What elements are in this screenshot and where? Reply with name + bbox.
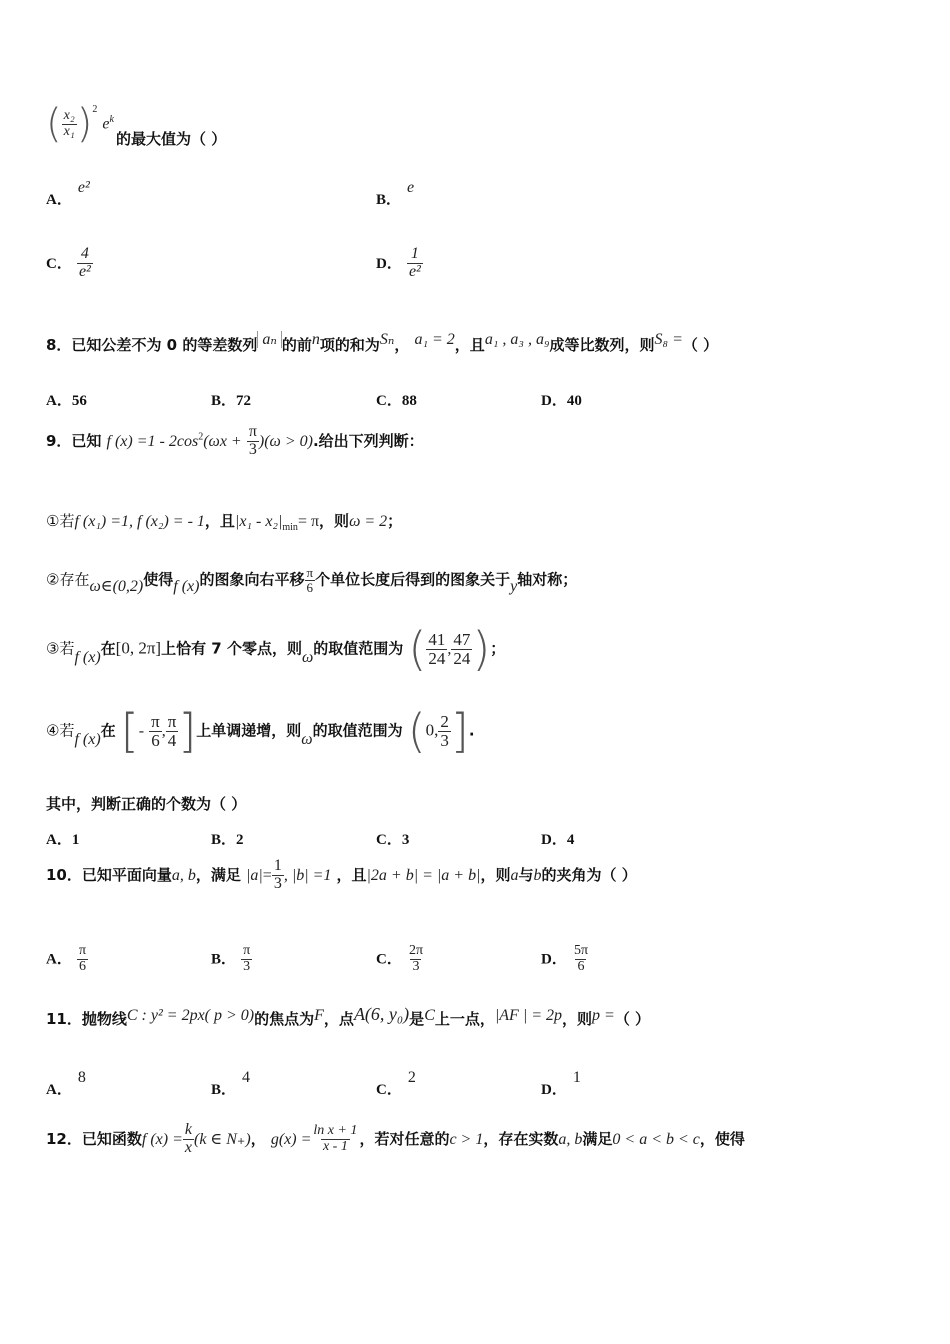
q10-stem: 10．已知平面向量a, b，满足 |a|= $\frac{1}{3}$ , |b| =1 ，且|2a + b| = |a + b|，则a与b的夹角为（ ） xyxy=(46,857,637,892)
q10-option-a[interactable]: A． $\frac{\pi}{6}$ xyxy=(46,943,87,974)
q7-option-a[interactable]: A．e² xyxy=(46,179,90,208)
q10-option-c[interactable]: C． $\frac{2\pi}{3}$ xyxy=(376,943,424,974)
q9-statement-4: ④若f (x)在 [- $\frac{\pi}{6}$ , $\frac{\pi}{4}$ ]上单调递增，则ω的取值范围为 (0, $\frac{2}{3}$ ]. xyxy=(46,704,475,758)
q7-option-c[interactable]: C． $\frac{4}{\text{e²}}$ xyxy=(46,245,91,280)
q7-option-d[interactable]: D． $\frac{1}{\text{e²}}$ xyxy=(376,245,421,280)
q9-option-a[interactable]: A．1 xyxy=(46,832,80,848)
q10-option-d[interactable]: D． $\frac{5\pi}{6}$ xyxy=(541,943,589,974)
q9-question: 其中，判断正确的个数为（ ） xyxy=(46,795,247,813)
q8-option-b[interactable]: B．72 xyxy=(211,393,252,409)
q9-stem: 9．已知 f $(x) =1 - 2\cos^2(\omega x$ + $\frac{\pi}{3}$ )(ω > 0).给出下列判断： xyxy=(46,423,424,458)
q10-option-b[interactable]: B． $\frac{\pi}{3}$ xyxy=(211,943,251,974)
q11-stem: 11．抛物线C : y² = 2px( p > 0)的焦点为F，点A(6, y₀)是C上一点，|AF | = 2p，则p =（ ） xyxy=(46,1004,651,1028)
q11-option-a[interactable]: A．8 xyxy=(46,1069,86,1098)
q7-stem-text: 的最大值为（ ） xyxy=(116,130,227,148)
q9-statement-2: ②存在ω∈(0,2)使得f (x)的图象向右平移 $\frac{\pi}{6}$ 个单位长度后得到的图象关于y轴对称； xyxy=(46,565,578,595)
q11-option-c[interactable]: C．2 xyxy=(376,1069,416,1098)
q8-stem: 8．已知公差不为 0 的等差数列 aₙ 的前n项的和为Sₙ， a₁ = 2，且a₁ , a₃ , a₉成等比数列，则S₈ =（ ） xyxy=(46,331,719,354)
q12-stem: 12．已知函数f (x) = $\frac{k}{x}$ (k ∈ N₊)， g(x) = $\frac{\text{ln x + 1}}{x - 1}$ ，若对任意的c > 1，存在实数a, b满足0 < a < b < c，使得 xyxy=(46,1121,745,1156)
q7-option-b[interactable]: B．e xyxy=(376,179,415,208)
q9-statement-1: ①若f (x₁) =1, f (x₂) = - 1，且$|x_1 - x_2|_{min}= \pi$，则ω = 2； xyxy=(46,512,403,534)
q7-expression: ( $\frac{\text{x₂}}{\text{x₁}}$ )$^2$ $e^k$ xyxy=(46,101,114,147)
q9-option-b[interactable]: B．2 xyxy=(211,832,244,848)
q9-statement-3: ③若f (x)在[0, 2π]上恰有 7 个零点，则ω的取值范围为 ( $\frac{41}{24}$ , $\frac{47}{24}$ )； xyxy=(46,622,506,676)
q9-option-c[interactable]: C．3 xyxy=(376,832,410,848)
q8-option-d[interactable]: D．40 xyxy=(541,393,582,409)
q11-option-d[interactable]: D．1 xyxy=(541,1069,581,1098)
q9-option-d[interactable]: D．4 xyxy=(541,832,575,848)
q8-option-c[interactable]: C．88 xyxy=(376,393,417,409)
q11-option-b[interactable]: B．4 xyxy=(211,1069,251,1098)
q8-option-a[interactable]: A．56 xyxy=(46,393,87,409)
